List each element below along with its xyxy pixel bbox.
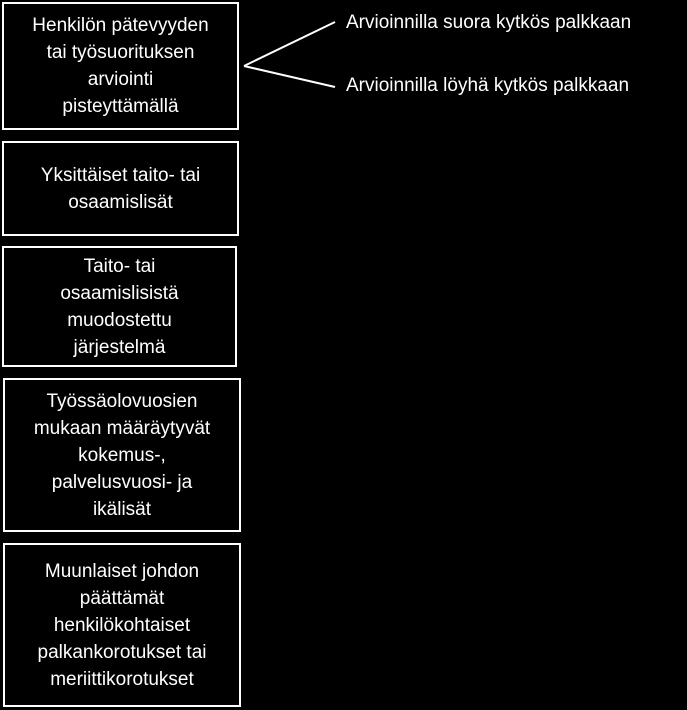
box-seniority-bonuses-text: Työssäolovuosien mukaan määräytyvät kokemus-, palvelusvuosi- ja ikälisät (33, 390, 211, 520)
box-skill-bonus-system (2, 246, 237, 367)
box-seniority-bonuses (3, 378, 241, 532)
box-performance-evaluation (2, 2, 239, 130)
box-performance-evaluation-text: Henkilön pätevyyden tai työsuorituksen arviointi pisteyttämällä (32, 15, 209, 117)
connector-line-loose (244, 66, 335, 87)
box-skill-bonus-system-text: Taito- tai osaamislisistä muodostettu järjestelmä (60, 255, 179, 358)
branch-label-loose-link: Arvioinnilla löyhä kytkös palkkaan (346, 75, 630, 96)
connector-line-direct (244, 22, 335, 66)
box-management-merit-raises-text: Muunlaiset johdon päättämät henkilökohtaiset palkankorotukset tai meriittikorotukset (37, 560, 207, 690)
box-individual-skill-bonuses-text: Yksittäiset taito- tai osaamislisät (40, 164, 201, 213)
branch-label-direct-link: Arvioinnilla suora kytkös palkkaan (346, 12, 632, 33)
box-management-merit-raises (3, 543, 241, 707)
box-individual-skill-bonuses (2, 141, 239, 236)
